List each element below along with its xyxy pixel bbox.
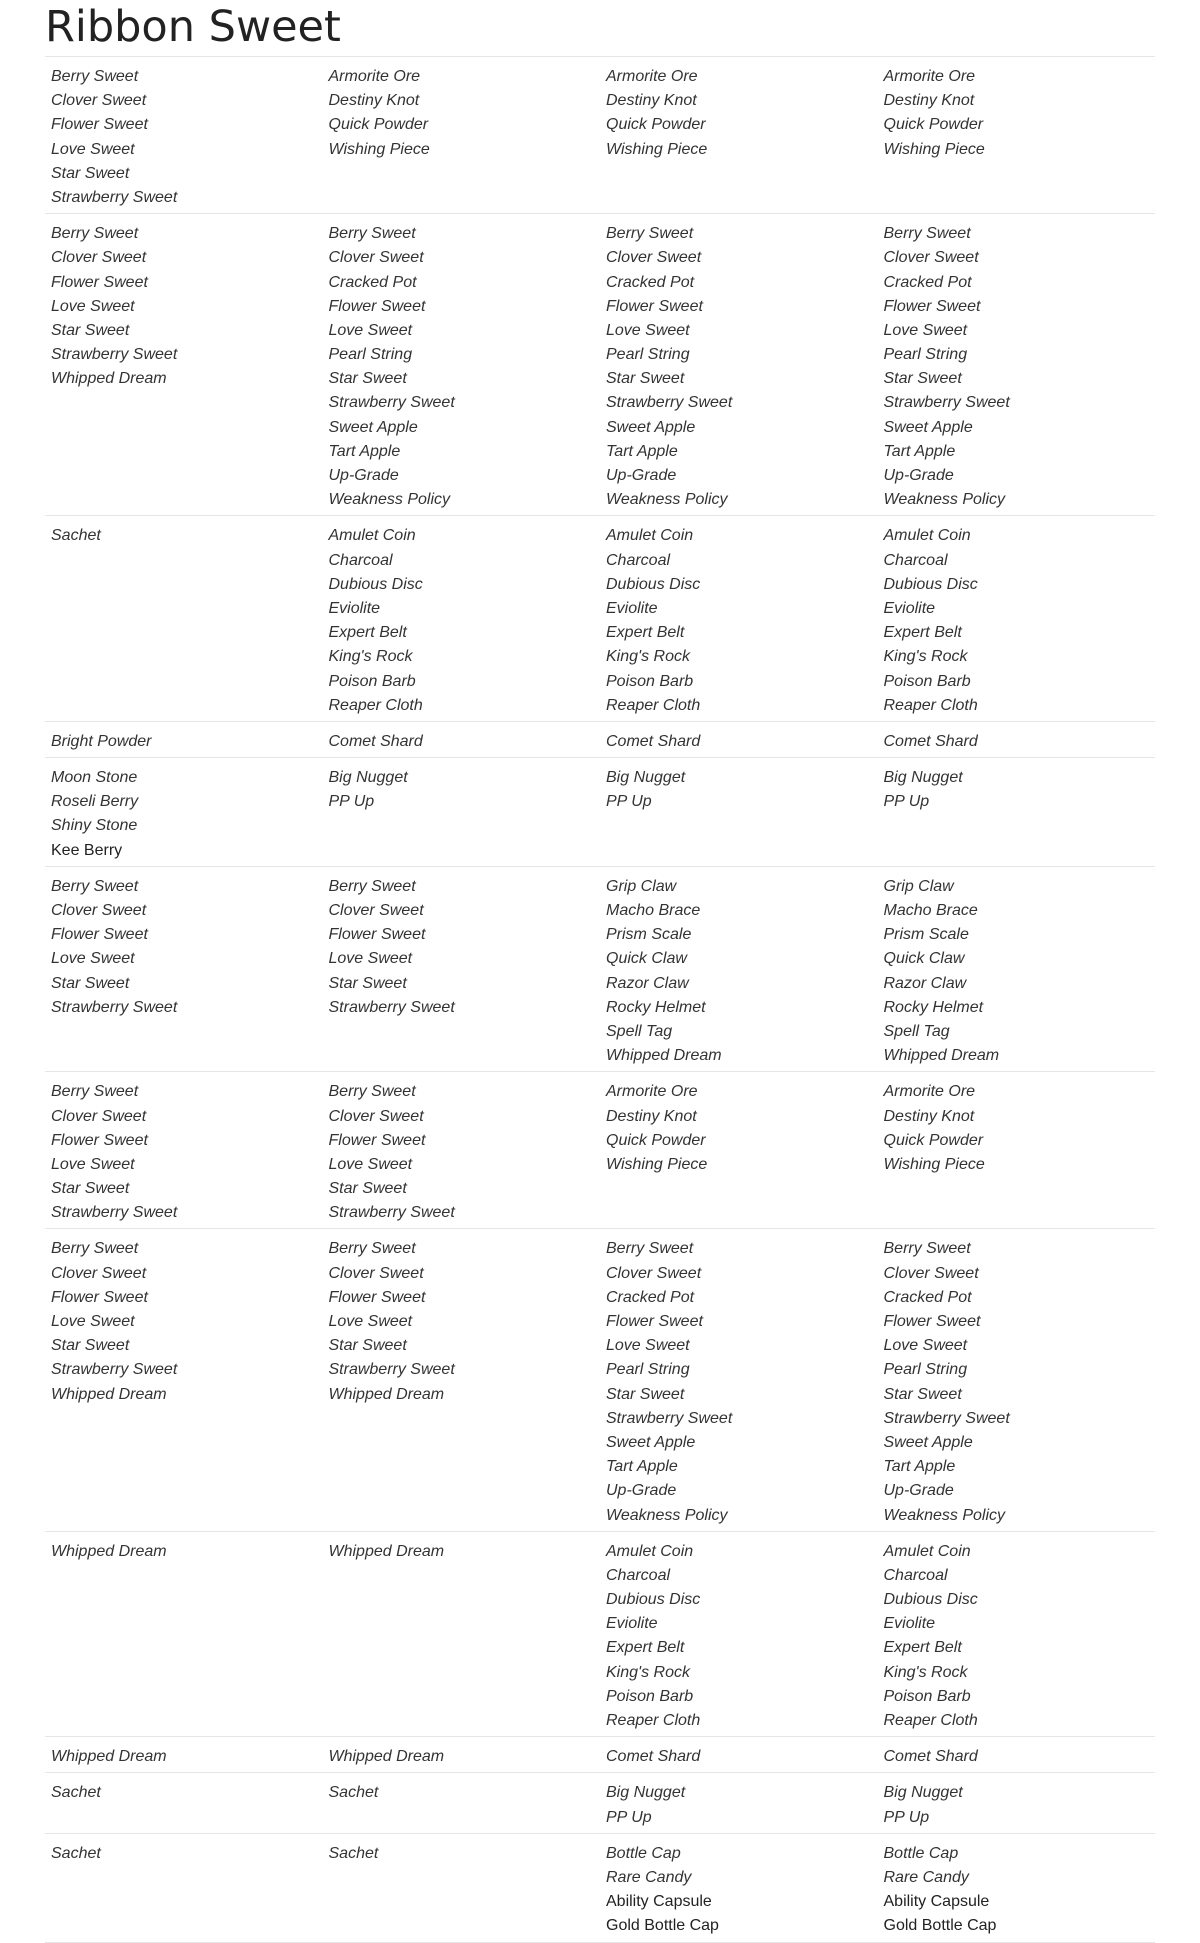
- item-name: Clover Sweet: [51, 1107, 147, 1125]
- item-name: Tart Apple: [883, 442, 956, 460]
- table-cell: [600, 524, 878, 718]
- item-name: Love Sweet: [51, 140, 135, 158]
- table-cell: [323, 1781, 601, 1829]
- item-name: Up-Grade: [606, 467, 677, 484]
- item-name: Star Sweet: [51, 321, 130, 339]
- table-cell: [600, 1745, 878, 1769]
- item-name: Love Sweet: [51, 950, 135, 968]
- item-name: Sweet Apple: [883, 418, 973, 436]
- item-name: Star Sweet: [883, 1385, 962, 1403]
- item-name: Berry Sweet: [328, 1240, 416, 1258]
- item-name: Ability Capsule: [883, 1893, 990, 1911]
- item-name: Flower Sweet: [51, 116, 148, 134]
- item-name: Quick Powder: [883, 116, 984, 134]
- item-name: Armorite Ore: [606, 68, 698, 85]
- item-name: Tart Apple: [328, 442, 401, 460]
- item-name: Strawberry Sweet: [51, 1204, 178, 1222]
- item-name: Berry Sweet: [51, 225, 139, 243]
- item-name: PP Up: [328, 793, 375, 811]
- item-name: Bottle Cap: [606, 1844, 681, 1862]
- item-name: Spell Tag: [883, 1022, 950, 1040]
- table-cell: [878, 766, 1156, 863]
- table-cell: [878, 730, 1156, 754]
- item-name: Wishing Piece: [883, 1155, 985, 1173]
- item-name: Quick Claw: [883, 950, 965, 968]
- item-name: Clover Sweet: [51, 92, 147, 110]
- item-name: Weakness Policy: [883, 1506, 1006, 1524]
- table-cell: [45, 1540, 323, 1734]
- item-name: Poison Barb: [328, 672, 416, 690]
- item-name: Love Sweet: [328, 321, 413, 339]
- item-name: Weakness Policy: [883, 491, 1006, 509]
- item-name: King's Rock: [328, 648, 413, 666]
- table-cell: [878, 1781, 1156, 1829]
- item-name: Sweet Apple: [328, 418, 418, 436]
- item-name: Clover Sweet: [606, 1264, 702, 1282]
- table-cell: [323, 524, 601, 718]
- item-name: Comet Shard: [328, 732, 423, 750]
- item-name: Love Sweet: [606, 321, 690, 339]
- item-name: Charcoal: [606, 1566, 671, 1584]
- table-cell: [45, 766, 323, 863]
- table-cell: [878, 1842, 1156, 1939]
- table-cell: [600, 1842, 878, 1939]
- item-name: Razor Claw: [883, 974, 967, 992]
- table-cell: [878, 1080, 1156, 1225]
- item-name: Weakness Policy: [328, 491, 451, 509]
- item-name: Dubious Disc: [606, 1591, 701, 1609]
- item-name: Comet Shard: [883, 732, 978, 750]
- item-name: Reaper Cloth: [883, 696, 978, 714]
- table-cell: [878, 1540, 1156, 1734]
- item-name: Flower Sweet: [883, 297, 981, 315]
- table-row: [45, 1532, 1155, 1738]
- item-name: Clover Sweet: [51, 249, 147, 267]
- item-name: Star Sweet: [51, 1180, 130, 1198]
- item-name: PP Up: [883, 793, 930, 811]
- item-name: Dubious Disc: [883, 1591, 978, 1609]
- item-name: Clover Sweet: [883, 1264, 979, 1282]
- item-name: Armorite Ore: [606, 1083, 698, 1101]
- item-name: Cracked Pot: [606, 1288, 695, 1306]
- item-name: Sweet Apple: [883, 1433, 973, 1451]
- item-name: Whipped Dream: [328, 1542, 445, 1560]
- table-cell: [878, 65, 1156, 210]
- item-name: Rocky Helmet: [883, 998, 984, 1016]
- item-name: Rocky Helmet: [606, 998, 706, 1016]
- item-name: Charcoal: [328, 551, 393, 569]
- item-name: Star Sweet: [51, 1337, 130, 1355]
- table-cell: [45, 65, 323, 210]
- item-name: Flower Sweet: [51, 273, 148, 291]
- page-title: Ribbon Sweet: [45, 0, 1155, 57]
- item-name: Destiny Knot: [606, 1107, 697, 1125]
- item-name: Armorite Ore: [883, 68, 976, 85]
- item-name: Pearl String: [883, 346, 968, 364]
- item-name: Gold Bottle Cap: [883, 1917, 997, 1935]
- item-name: Reaper Cloth: [606, 1712, 701, 1729]
- item-name: Berry Sweet: [606, 225, 694, 243]
- item-name: Whipped Dream: [328, 1385, 445, 1403]
- item-name: Clover Sweet: [606, 249, 702, 267]
- item-name: Eviolite: [883, 599, 936, 617]
- table-cell: [878, 1237, 1156, 1527]
- item-name: Shiny Stone: [51, 817, 138, 835]
- item-name: Poison Barb: [606, 1687, 694, 1705]
- item-name: Weakness Policy: [606, 1506, 728, 1524]
- item-name: Destiny Knot: [883, 92, 975, 110]
- table-cell: [323, 1237, 601, 1527]
- item-name: Flower Sweet: [51, 1131, 148, 1149]
- item-name: Love Sweet: [328, 1313, 413, 1330]
- item-name: Razor Claw: [606, 974, 689, 992]
- table-cell: [878, 524, 1156, 718]
- item-name: Pearl String: [328, 346, 413, 364]
- item-name: Sweet Apple: [606, 418, 696, 436]
- table-cell: [323, 1080, 601, 1225]
- table-cell: [878, 222, 1156, 512]
- item-name: Cracked Pot: [328, 273, 417, 291]
- item-name: Wishing Piece: [883, 140, 985, 158]
- table-cell: [45, 222, 323, 512]
- item-name: Clover Sweet: [328, 1264, 424, 1282]
- item-name: Macho Brace: [606, 902, 701, 919]
- item-name: Expert Belt: [883, 1639, 962, 1657]
- table-cell: [878, 875, 1156, 1069]
- item-name: Strawberry Sweet: [883, 394, 1010, 412]
- item-name: Berry Sweet: [51, 877, 139, 895]
- item-name: Amulet Coin: [883, 527, 971, 545]
- item-name: Ability Capsule: [606, 1893, 712, 1911]
- item-name: Comet Shard: [883, 1748, 978, 1766]
- item-name: Eviolite: [606, 599, 658, 617]
- item-name: Expert Belt: [883, 624, 962, 642]
- item-name: Armorite Ore: [328, 68, 421, 85]
- item-name: Berry Sweet: [883, 225, 971, 243]
- table-cell: [45, 1745, 323, 1769]
- item-name: Flower Sweet: [328, 297, 426, 315]
- item-name: Wishing Piece: [328, 140, 430, 158]
- table-cell: [878, 1745, 1156, 1769]
- item-name: Whipped Dream: [51, 1542, 167, 1560]
- item-name: Strawberry Sweet: [883, 1409, 1010, 1427]
- table-cell: [323, 875, 601, 1069]
- item-name: Love Sweet: [883, 1337, 968, 1355]
- item-name: Strawberry Sweet: [51, 998, 178, 1016]
- item-name: Up-Grade: [328, 467, 399, 484]
- item-name: Sachet: [51, 1784, 101, 1802]
- item-name: Charcoal: [883, 1566, 948, 1584]
- item-name: Big Nugget: [606, 769, 686, 787]
- item-name: Quick Powder: [328, 116, 429, 134]
- item-name: Charcoal: [606, 551, 671, 569]
- item-name: Bright Powder: [51, 732, 152, 750]
- item-name: Strawberry Sweet: [606, 1409, 733, 1427]
- item-name: Star Sweet: [51, 974, 130, 992]
- item-name: Berry Sweet: [51, 68, 139, 85]
- table-cell: [323, 222, 601, 512]
- item-name: Cracked Pot: [606, 273, 695, 291]
- item-name: Pearl String: [883, 1361, 968, 1379]
- item-name: Flower Sweet: [51, 1288, 148, 1306]
- table-row: [45, 57, 1155, 214]
- item-name: Poison Barb: [883, 1687, 971, 1705]
- item-name: Amulet Coin: [606, 1542, 694, 1560]
- item-name: Love Sweet: [606, 1337, 690, 1355]
- item-name: Whipped Dream: [606, 1047, 722, 1065]
- item-name: Dubious Disc: [883, 575, 978, 593]
- item-name: Destiny Knot: [328, 92, 420, 110]
- item-name: Berry Sweet: [51, 1240, 139, 1258]
- item-name: Rare Candy: [606, 1868, 692, 1886]
- item-name: Strawberry Sweet: [328, 998, 455, 1016]
- item-name: Reaper Cloth: [883, 1712, 978, 1729]
- item-name: Grip Claw: [606, 877, 677, 895]
- item-table: [45, 57, 1155, 1943]
- item-name: Expert Belt: [606, 624, 685, 642]
- item-name: Flower Sweet: [606, 1313, 703, 1330]
- table-cell: [45, 875, 323, 1069]
- item-name: Love Sweet: [51, 1313, 135, 1330]
- table-cell: [600, 766, 878, 863]
- item-name: Tart Apple: [883, 1458, 956, 1476]
- table-row: [45, 516, 1155, 722]
- item-name: Pearl String: [606, 1361, 690, 1379]
- item-name: Strawberry Sweet: [51, 346, 178, 364]
- item-name: Clover Sweet: [328, 1107, 424, 1125]
- item-name: Amulet Coin: [606, 527, 694, 545]
- table-cell: [45, 1080, 323, 1225]
- item-name: Prism Scale: [606, 926, 692, 944]
- item-name: Strawberry Sweet: [328, 1361, 455, 1379]
- table-row: [45, 1773, 1155, 1833]
- item-name: Dubious Disc: [606, 575, 701, 593]
- item-name: Kee Berry: [51, 841, 123, 859]
- item-name: Whipped Dream: [51, 1748, 167, 1766]
- item-name: Tart Apple: [606, 442, 678, 460]
- item-name: PP Up: [606, 793, 652, 811]
- item-name: Strawberry Sweet: [51, 1361, 178, 1379]
- item-name: Moon Stone: [51, 769, 138, 787]
- item-name: Berry Sweet: [51, 1083, 139, 1101]
- item-name: Love Sweet: [328, 950, 413, 968]
- item-name: Quick Powder: [606, 116, 706, 134]
- item-name: Wishing Piece: [606, 1155, 708, 1173]
- item-name: Love Sweet: [51, 297, 135, 315]
- item-name: Berry Sweet: [883, 1240, 971, 1258]
- item-name: Star Sweet: [328, 1337, 407, 1355]
- table-cell: [323, 65, 601, 210]
- item-name: Expert Belt: [328, 624, 407, 642]
- item-name: Destiny Knot: [606, 92, 697, 110]
- item-name: Prism Scale: [883, 926, 969, 944]
- item-name: Strawberry Sweet: [606, 394, 733, 412]
- item-name: Strawberry Sweet: [328, 1204, 455, 1222]
- item-name: Whipped Dream: [51, 370, 167, 388]
- item-name: Love Sweet: [51, 1155, 135, 1173]
- item-name: Rare Candy: [883, 1868, 969, 1886]
- item-name: Star Sweet: [328, 974, 407, 992]
- item-name: Clover Sweet: [883, 249, 979, 267]
- table-cell: [45, 730, 323, 754]
- item-name: King's Rock: [883, 1663, 968, 1681]
- item-name: Up-Grade: [606, 1482, 677, 1500]
- item-name: Quick Powder: [606, 1131, 706, 1149]
- item-name: Clover Sweet: [51, 1264, 147, 1282]
- table-row: [45, 722, 1155, 758]
- item-name: Flower Sweet: [51, 926, 148, 944]
- item-name: King's Rock: [606, 1663, 690, 1681]
- table-cell: [45, 1237, 323, 1527]
- item-name: Big Nugget: [606, 1784, 686, 1802]
- table-cell: [323, 1842, 601, 1939]
- item-name: Poison Barb: [606, 672, 694, 690]
- item-name: Star Sweet: [328, 1180, 407, 1198]
- table-cell: [600, 1540, 878, 1734]
- item-name: Flower Sweet: [328, 1131, 426, 1149]
- table-cell: [45, 1781, 323, 1829]
- item-name: Whipped Dream: [51, 1385, 167, 1403]
- item-name: Amulet Coin: [328, 527, 416, 545]
- table-row: [45, 214, 1155, 516]
- item-name: Cracked Pot: [883, 1288, 972, 1306]
- item-name: Quick Claw: [606, 950, 687, 968]
- item-name: Star Sweet: [328, 370, 407, 388]
- item-name: Sachet: [51, 1844, 101, 1862]
- item-name: PP Up: [883, 1808, 930, 1826]
- item-name: Berry Sweet: [328, 877, 416, 895]
- item-name: Whipped Dream: [328, 1748, 445, 1766]
- table-cell: [600, 1080, 878, 1225]
- table-cell: [323, 1745, 601, 1769]
- item-name: Roseli Berry: [51, 793, 139, 811]
- table-row: [45, 1737, 1155, 1773]
- item-name: Whipped Dream: [883, 1047, 1000, 1065]
- table-cell: [323, 1540, 601, 1734]
- item-name: Up-Grade: [883, 1482, 954, 1500]
- item-name: Reaper Cloth: [606, 696, 701, 714]
- item-name: Quick Powder: [883, 1131, 984, 1149]
- item-name: Tart Apple: [606, 1458, 678, 1476]
- item-name: Reaper Cloth: [328, 696, 423, 714]
- item-name: Amulet Coin: [883, 1542, 971, 1560]
- item-name: Clover Sweet: [328, 902, 424, 919]
- table-cell: [600, 1237, 878, 1527]
- item-name: Strawberry Sweet: [328, 394, 455, 412]
- item-name: Big Nugget: [328, 769, 408, 787]
- table-cell: [45, 524, 323, 718]
- item-name: Macho Brace: [883, 902, 978, 919]
- item-name: Comet Shard: [606, 732, 701, 750]
- table-cell: [600, 222, 878, 512]
- item-name: Expert Belt: [606, 1639, 685, 1657]
- item-name: Star Sweet: [606, 1385, 685, 1403]
- item-name: Love Sweet: [328, 1155, 413, 1173]
- item-name: Flower Sweet: [328, 926, 426, 944]
- item-name: Wishing Piece: [606, 140, 708, 158]
- item-name: Strawberry Sweet: [51, 188, 178, 206]
- table-row: [45, 1072, 1155, 1229]
- item-name: Dubious Disc: [328, 575, 423, 593]
- item-name: Armorite Ore: [883, 1083, 976, 1101]
- item-name: Star Sweet: [883, 370, 962, 388]
- table-row: [45, 1229, 1155, 1531]
- table-cell: [600, 65, 878, 210]
- item-name: Up-Grade: [883, 467, 954, 484]
- table-cell: [323, 766, 601, 863]
- table-cell: [323, 730, 601, 754]
- item-name: Destiny Knot: [883, 1107, 975, 1125]
- item-name: Pearl String: [606, 346, 690, 364]
- item-name: Charcoal: [883, 551, 948, 569]
- item-name: Star Sweet: [606, 370, 685, 388]
- table-row: [45, 758, 1155, 867]
- item-name: Eviolite: [606, 1615, 658, 1633]
- table-row: [45, 867, 1155, 1073]
- item-name: Berry Sweet: [328, 225, 416, 243]
- item-name: Star Sweet: [51, 164, 130, 182]
- item-name: King's Rock: [606, 648, 690, 666]
- item-name: Flower Sweet: [328, 1288, 426, 1306]
- item-name: Big Nugget: [883, 769, 963, 787]
- item-name: Bottle Cap: [883, 1844, 959, 1862]
- item-name: Berry Sweet: [328, 1083, 416, 1101]
- item-name: Sachet: [51, 527, 101, 545]
- item-name: Cracked Pot: [883, 273, 972, 291]
- item-name: Clover Sweet: [51, 902, 147, 919]
- item-name: Poison Barb: [883, 672, 971, 690]
- item-name: Flower Sweet: [883, 1313, 981, 1330]
- table-cell: [600, 730, 878, 754]
- item-name: Eviolite: [328, 599, 381, 617]
- item-name: Eviolite: [883, 1615, 936, 1633]
- item-name: Clover Sweet: [328, 249, 424, 267]
- item-name: King's Rock: [883, 648, 968, 666]
- item-name: PP Up: [606, 1808, 652, 1826]
- table-cell: [45, 1842, 323, 1939]
- item-name: Love Sweet: [883, 321, 968, 339]
- item-name: Sachet: [328, 1844, 379, 1862]
- item-name: Sachet: [328, 1784, 379, 1802]
- table-row: [45, 1834, 1155, 1943]
- item-name: Sweet Apple: [606, 1433, 696, 1451]
- item-name: Spell Tag: [606, 1022, 673, 1040]
- table-cell: [600, 875, 878, 1069]
- item-name: Grip Claw: [883, 877, 954, 895]
- item-name: Flower Sweet: [606, 297, 703, 315]
- table-cell: [600, 1781, 878, 1829]
- item-name: Comet Shard: [606, 1748, 701, 1766]
- item-name: Berry Sweet: [606, 1240, 694, 1258]
- item-name: Weakness Policy: [606, 491, 728, 509]
- item-name: Gold Bottle Cap: [606, 1917, 719, 1935]
- item-name: Big Nugget: [883, 1784, 963, 1802]
